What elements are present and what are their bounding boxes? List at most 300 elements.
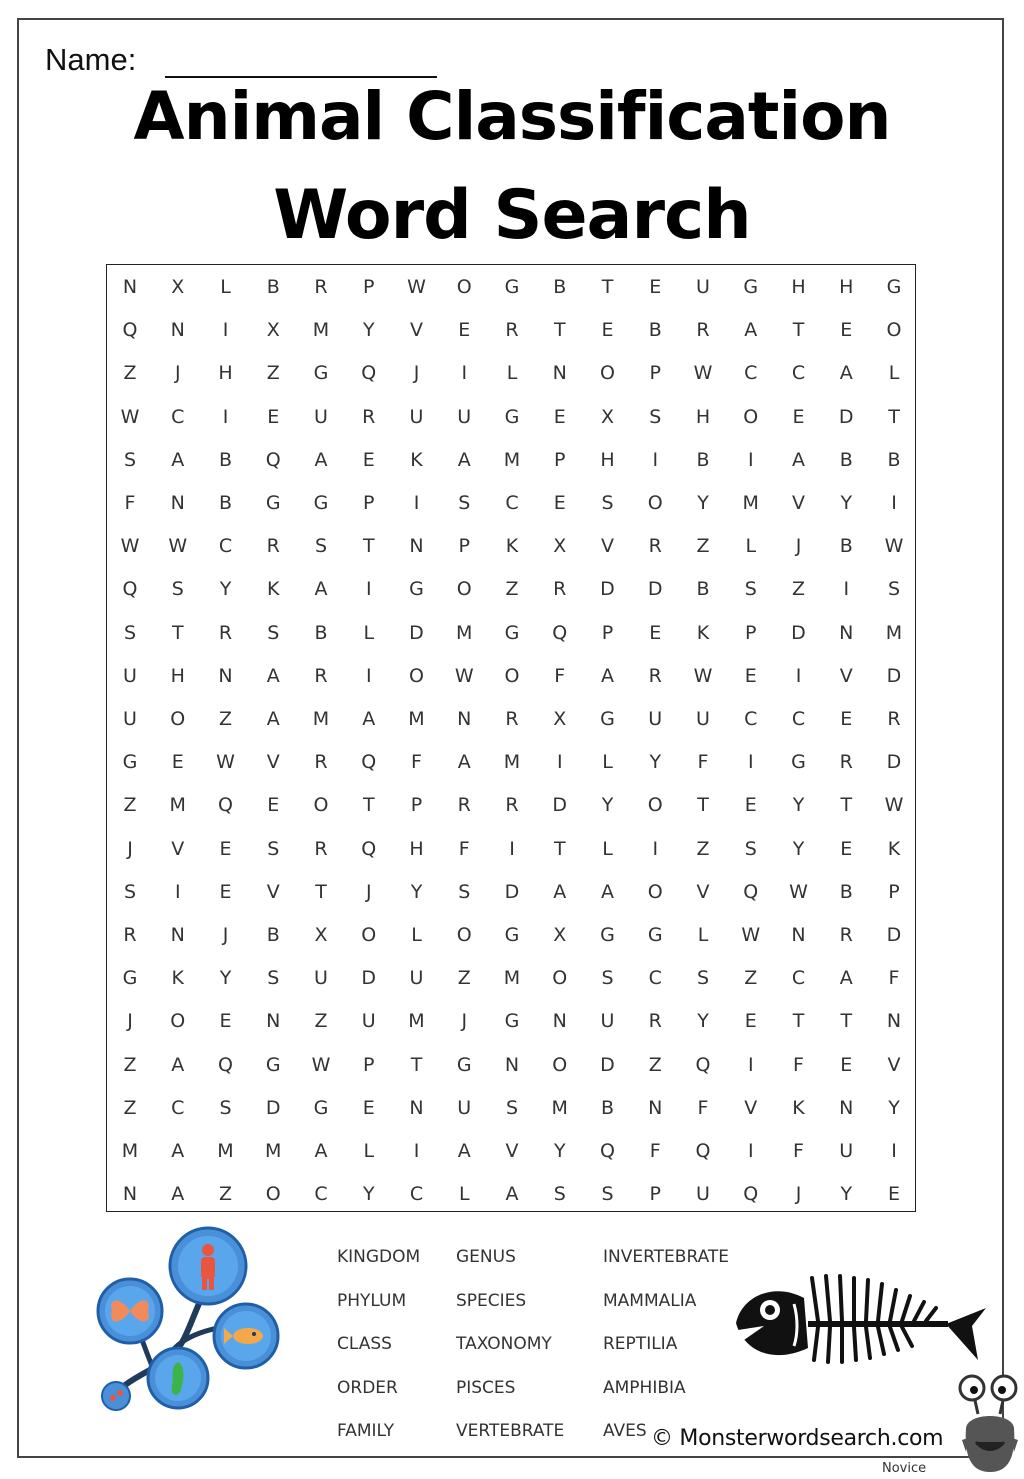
grid-letter[interactable]: J (174, 362, 181, 385)
grid-letter[interactable]: A (601, 664, 614, 687)
grid-letter[interactable]: T (171, 621, 184, 644)
grid-letter[interactable]: D (600, 578, 615, 601)
grid-letter[interactable]: G (265, 1053, 281, 1076)
grid-letter[interactable]: K (410, 448, 423, 471)
grid-letter[interactable]: H (839, 276, 854, 298)
grid-letter[interactable]: A (601, 880, 614, 903)
grid-letter[interactable]: G (122, 751, 138, 774)
grid-letter[interactable]: P (888, 880, 900, 903)
grid-letter[interactable]: Q (361, 362, 377, 385)
grid-letter[interactable]: G (456, 1053, 472, 1076)
grid-letter[interactable]: R (839, 751, 853, 774)
grid-letter[interactable]: D (504, 880, 520, 903)
grid-letter[interactable]: G (647, 924, 663, 946)
grid-letter[interactable]: E (744, 664, 757, 687)
grid-letter[interactable]: Z (123, 794, 137, 817)
grid-letter[interactable]: P (410, 794, 423, 817)
grid-letter[interactable]: O (552, 967, 568, 990)
grid-letter[interactable]: L (458, 1183, 470, 1206)
grid-letter[interactable]: E (267, 794, 280, 817)
grid-letter[interactable]: N (170, 924, 185, 946)
grid-letter[interactable]: M (265, 1140, 282, 1162)
grid-letter[interactable]: W (407, 276, 426, 298)
grid-letter[interactable]: F (554, 664, 566, 687)
grid-letter[interactable]: L (363, 1140, 375, 1162)
grid-letter[interactable]: Z (505, 578, 519, 601)
grid-letter[interactable]: Z (266, 362, 280, 385)
grid-letter[interactable]: D (600, 1053, 615, 1076)
grid-letter[interactable]: K (792, 1096, 805, 1119)
grid-letter[interactable]: O (647, 880, 663, 903)
grid-letter[interactable]: W (741, 924, 761, 946)
grid-letter[interactable]: B (696, 448, 710, 471)
grid-letter[interactable]: L (602, 837, 613, 860)
grid-letter[interactable]: I (747, 448, 754, 471)
grid-letter[interactable]: F (697, 1096, 709, 1119)
grid-letter[interactable]: A (457, 751, 471, 774)
grid-letter[interactable]: Y (553, 1140, 566, 1162)
grid-letter[interactable]: A (266, 708, 280, 730)
grid-letter[interactable]: W (884, 794, 904, 817)
grid-letter[interactable]: T (410, 1053, 423, 1076)
grid-letter[interactable]: G (265, 492, 281, 514)
grid-letter[interactable]: T (553, 319, 566, 342)
grid-letter[interactable]: I (509, 837, 515, 860)
grid-letter[interactable]: U (696, 708, 710, 730)
grid-letter[interactable]: E (601, 319, 614, 342)
grid-letter[interactable]: R (123, 924, 137, 946)
grid-letter[interactable]: J (795, 535, 802, 558)
grid-letter[interactable]: U (696, 276, 710, 298)
grid-letter[interactable]: J (127, 837, 133, 860)
grid-letter[interactable]: P (554, 448, 566, 471)
grid-letter[interactable]: F (458, 837, 470, 860)
grid-letter[interactable]: M (456, 621, 473, 644)
grid-letter[interactable]: J (127, 1010, 133, 1033)
grid-letter[interactable]: I (747, 1053, 754, 1076)
grid-letter[interactable]: C (314, 1183, 328, 1206)
grid-letter[interactable]: B (218, 448, 233, 471)
grid-letter[interactable]: Z (457, 967, 471, 990)
grid-letter[interactable]: X (553, 708, 567, 730)
grid-letter[interactable]: I (652, 837, 659, 860)
grid-letter[interactable]: M (742, 492, 759, 514)
grid-letter[interactable]: M (503, 967, 521, 990)
grid-letter[interactable]: O (170, 708, 186, 730)
grid-letter[interactable]: A (839, 967, 853, 990)
grid-letter[interactable]: I (222, 319, 229, 342)
grid-letter[interactable]: Z (218, 1183, 233, 1206)
grid-letter[interactable]: I (413, 492, 420, 514)
grid-letter[interactable]: S (744, 837, 757, 860)
grid-letter[interactable]: E (840, 1053, 853, 1076)
grid-letter[interactable]: P (601, 621, 614, 644)
grid-letter[interactable]: Q (122, 319, 138, 342)
grid-letter[interactable]: I (843, 578, 850, 601)
grid-letter[interactable]: S (267, 967, 280, 990)
grid-letter[interactable]: W (216, 751, 235, 774)
grid-letter[interactable]: C (505, 492, 519, 514)
grid-letter[interactable]: N (409, 535, 424, 558)
grid-letter[interactable]: A (792, 448, 805, 471)
grid-letter[interactable]: G (600, 708, 615, 730)
grid-letter[interactable]: Q (361, 837, 377, 860)
grid-letter[interactable]: U (839, 1140, 854, 1162)
grid-letter[interactable]: S (458, 492, 471, 514)
grid-letter[interactable]: J (795, 1183, 802, 1206)
grid-letter[interactable]: V (410, 319, 423, 342)
grid-letter[interactable]: E (887, 1183, 900, 1206)
grid-letter[interactable]: M (312, 319, 330, 342)
grid-letter[interactable]: W (789, 880, 808, 903)
grid-letter[interactable]: M (551, 1096, 568, 1119)
grid-letter[interactable]: N (170, 492, 185, 514)
grid-letter[interactable]: S (553, 1183, 566, 1206)
grid-letter[interactable]: N (122, 276, 138, 298)
grid-letter[interactable]: I (747, 1140, 754, 1162)
grid-letter[interactable]: N (457, 708, 472, 730)
grid-letter[interactable]: E (840, 319, 853, 342)
grid-letter[interactable]: N (266, 1010, 281, 1033)
grid-letter[interactable]: S (123, 880, 137, 903)
grid-letter[interactable]: U (600, 1010, 615, 1033)
grid-letter[interactable]: N (409, 1096, 424, 1119)
grid-letter[interactable]: A (314, 448, 328, 471)
grid-letter[interactable]: T (601, 276, 614, 298)
grid-letter[interactable]: R (314, 751, 328, 774)
grid-letter[interactable]: H (409, 837, 424, 860)
grid-letter[interactable]: U (409, 405, 424, 428)
grid-letter[interactable]: V (266, 880, 280, 903)
grid-letter[interactable]: O (409, 664, 424, 687)
grid-letter[interactable]: M (121, 1140, 139, 1162)
grid-letter[interactable]: R (218, 621, 233, 644)
grid-letter[interactable]: Q (218, 1053, 233, 1076)
grid-letter[interactable]: Y (792, 837, 805, 860)
grid-letter[interactable]: R (553, 578, 567, 601)
grid-letter[interactable]: T (792, 1010, 805, 1033)
grid-letter[interactable]: C (171, 405, 185, 428)
grid-letter[interactable]: I (795, 664, 802, 687)
grid-letter[interactable]: R (314, 664, 328, 687)
grid-letter[interactable]: D (361, 967, 377, 990)
grid-letter[interactable]: U (696, 1183, 710, 1206)
grid-letter[interactable]: A (839, 362, 853, 385)
grid-letter[interactable]: G (504, 621, 520, 644)
grid-letter[interactable]: L (506, 362, 518, 385)
grid-letter[interactable]: T (697, 794, 709, 817)
grid-letter[interactable]: E (171, 751, 184, 774)
grid-letter[interactable]: N (839, 1096, 854, 1119)
grid-letter[interactable]: G (886, 276, 902, 298)
grid-letter[interactable]: W (884, 535, 904, 558)
grid-letter[interactable]: E (744, 794, 757, 817)
grid-letter[interactable]: Y (219, 967, 232, 990)
grid-letter[interactable]: U (648, 708, 663, 730)
grid-letter[interactable]: L (411, 924, 422, 946)
grid-letter[interactable]: G (504, 924, 520, 946)
grid-letter[interactable]: U (457, 405, 472, 428)
grid-letter[interactable]: A (505, 1183, 519, 1206)
grid-letter[interactable]: O (456, 578, 472, 601)
grid-letter[interactable]: D (886, 924, 902, 946)
grid-letter[interactable]: V (696, 880, 710, 903)
grid-letter[interactable]: N (648, 1096, 663, 1119)
grid-letter[interactable]: W (454, 664, 474, 687)
grid-letter[interactable]: O (552, 1053, 568, 1076)
grid-letter[interactable]: H (695, 405, 711, 428)
grid-letter[interactable]: Q (122, 578, 138, 601)
grid-letter[interactable]: T (362, 794, 375, 817)
grid-letter[interactable]: K (505, 535, 519, 558)
grid-letter[interactable]: E (840, 837, 853, 860)
grid-letter[interactable]: X (553, 924, 567, 946)
grid-letter[interactable]: O (600, 362, 615, 385)
grid-letter[interactable]: O (265, 1183, 281, 1206)
grid-letter[interactable]: E (840, 708, 853, 730)
grid-letter[interactable]: C (791, 708, 806, 730)
grid-letter[interactable]: G (313, 492, 329, 514)
grid-letter[interactable]: W (693, 664, 713, 687)
grid-letter[interactable]: Z (696, 837, 710, 860)
grid-letter[interactable]: O (504, 664, 520, 687)
grid-letter[interactable]: V (744, 1096, 758, 1119)
grid-letter[interactable]: A (314, 578, 328, 601)
grid-letter[interactable]: W (693, 362, 713, 385)
grid-letter[interactable]: Z (314, 1010, 328, 1033)
grid-letter[interactable]: V (792, 492, 805, 514)
grid-letter[interactable]: P (649, 1183, 661, 1206)
grid-letter[interactable]: P (649, 362, 661, 385)
grid-letter[interactable]: G (313, 1096, 329, 1119)
grid-letter[interactable]: W (311, 1053, 331, 1076)
grid-letter[interactable]: Y (649, 751, 662, 774)
grid-letter[interactable]: N (839, 621, 854, 644)
grid-letter[interactable]: S (887, 578, 901, 601)
grid-letter[interactable]: F (411, 751, 422, 774)
grid-letter[interactable]: G (600, 924, 615, 946)
grid-letter[interactable]: N (504, 1053, 520, 1076)
grid-letter[interactable]: Z (648, 1053, 662, 1076)
grid-letter[interactable]: S (696, 967, 710, 990)
grid-letter[interactable]: U (123, 664, 137, 687)
grid-letter[interactable]: X (171, 276, 185, 298)
grid-letter[interactable]: D (886, 751, 902, 774)
grid-letter[interactable]: E (553, 405, 566, 428)
grid-letter[interactable]: O (647, 794, 663, 817)
grid-letter[interactable]: M (408, 708, 425, 730)
grid-letter[interactable]: C (648, 967, 662, 990)
grid-letter[interactable]: C (218, 535, 233, 558)
grid-letter[interactable]: E (267, 405, 280, 428)
grid-letter[interactable]: F (649, 1140, 661, 1162)
grid-letter[interactable]: S (601, 1183, 614, 1206)
grid-letter[interactable]: V (171, 837, 185, 860)
grid-letter[interactable]: E (362, 448, 375, 471)
grid-letter[interactable]: V (887, 1053, 901, 1076)
grid-letter[interactable]: N (170, 319, 185, 342)
grid-letter[interactable]: T (792, 319, 805, 342)
grid-letter[interactable]: X (266, 319, 280, 342)
grid-letter[interactable]: H (170, 664, 185, 687)
grid-letter[interactable]: Y (362, 1183, 375, 1206)
grid-letter[interactable]: R (457, 794, 471, 817)
grid-letter[interactable]: Q (218, 794, 233, 817)
grid-letter[interactable]: C (791, 967, 806, 990)
grid-letter[interactable]: H (791, 276, 806, 298)
grid-letter[interactable]: I (652, 448, 659, 471)
grid-letter[interactable]: O (647, 492, 663, 514)
grid-letter[interactable]: A (171, 1140, 185, 1162)
grid-letter[interactable]: R (266, 535, 280, 558)
grid-letter[interactable]: O (743, 405, 759, 428)
grid-letter[interactable]: I (365, 578, 372, 601)
grid-letter[interactable]: S (123, 621, 137, 644)
grid-letter[interactable]: I (222, 405, 229, 428)
grid-letter[interactable]: E (219, 1010, 232, 1033)
grid-letter[interactable]: K (887, 837, 901, 860)
grid-letter[interactable]: U (123, 708, 137, 730)
grid-letter[interactable]: Y (888, 1096, 900, 1119)
grid-letter[interactable]: U (361, 1010, 376, 1033)
grid-letter[interactable]: D (265, 1096, 281, 1119)
grid-letter[interactable]: U (314, 967, 328, 990)
grid-letter[interactable]: F (793, 1053, 804, 1076)
grid-letter[interactable]: R (505, 794, 519, 817)
grid-letter[interactable]: B (266, 924, 280, 946)
grid-letter[interactable]: D (838, 405, 854, 428)
grid-letter[interactable]: Q (743, 880, 759, 903)
grid-letter[interactable]: N (122, 1183, 138, 1206)
grid-letter[interactable]: T (840, 794, 853, 817)
grid-letter[interactable]: L (602, 751, 613, 774)
grid-letter[interactable]: Q (552, 621, 568, 644)
grid-letter[interactable]: C (744, 362, 758, 385)
grid-letter[interactable]: O (456, 276, 472, 298)
grid-letter[interactable]: J (461, 1010, 468, 1033)
grid-letter[interactable]: N (552, 362, 567, 385)
grid-letter[interactable]: G (504, 405, 520, 428)
grid-letter[interactable]: S (601, 967, 614, 990)
grid-letter[interactable]: O (886, 319, 902, 342)
grid-letter[interactable]: V (601, 535, 614, 558)
grid-letter[interactable]: A (457, 448, 471, 471)
grid-letter[interactable]: J (413, 362, 420, 385)
grid-letter[interactable]: R (839, 924, 853, 946)
grid-letter[interactable]: Q (265, 448, 281, 471)
grid-letter[interactable]: G (504, 1010, 520, 1033)
grid-letter[interactable]: A (266, 664, 280, 687)
grid-letter[interactable]: N (886, 1010, 902, 1033)
grid-letter[interactable]: I (891, 1140, 897, 1162)
grid-letter[interactable]: D (647, 578, 663, 601)
grid-letter[interactable]: S (505, 1096, 519, 1119)
grid-letter[interactable]: B (696, 578, 710, 601)
grid-letter[interactable]: D (886, 664, 902, 687)
grid-letter[interactable]: Q (695, 1140, 711, 1162)
grid-letter[interactable]: K (171, 967, 184, 990)
grid-letter[interactable]: J (222, 924, 229, 946)
grid-letter[interactable]: S (601, 492, 614, 514)
grid-letter[interactable]: O (313, 794, 329, 817)
grid-letter[interactable]: S (267, 837, 280, 860)
grid-letter[interactable]: W (120, 535, 140, 558)
grid-letter[interactable]: T (362, 535, 375, 558)
grid-letter[interactable]: M (312, 708, 330, 730)
grid-letter[interactable]: S (458, 880, 471, 903)
grid-letter[interactable]: A (362, 708, 376, 730)
grid-letter[interactable]: Y (840, 492, 853, 514)
grid-letter[interactable]: N (791, 924, 806, 946)
grid-letter[interactable]: V (266, 751, 280, 774)
grid-letter[interactable]: Q (695, 1053, 711, 1076)
grid-letter[interactable]: A (171, 1053, 185, 1076)
grid-letter[interactable]: R (648, 535, 662, 558)
grid-letter[interactable]: Y (792, 794, 805, 817)
grid-letter[interactable]: R (696, 319, 710, 342)
grid-letter[interactable]: F (888, 967, 900, 990)
grid-letter[interactable]: Y (410, 880, 423, 903)
grid-letter[interactable]: Y (697, 492, 709, 514)
grid-letter[interactable]: P (458, 535, 470, 558)
grid-letter[interactable]: A (171, 1183, 185, 1206)
grid-letter[interactable]: S (171, 578, 184, 601)
grid-letter[interactable]: E (553, 492, 566, 514)
grid-letter[interactable]: A (553, 880, 567, 903)
grid-letter[interactable]: Z (218, 708, 233, 730)
grid-letter[interactable]: W (168, 535, 188, 558)
grid-letter[interactable]: F (124, 492, 136, 514)
grid-letter[interactable]: B (648, 319, 662, 342)
grid-letter[interactable]: M (503, 448, 521, 471)
grid-letter[interactable]: P (363, 492, 375, 514)
grid-letter[interactable]: E (219, 880, 232, 903)
grid-letter[interactable]: B (887, 448, 901, 471)
grid-letter[interactable]: Q (361, 751, 377, 774)
grid-letter[interactable]: R (505, 708, 519, 730)
grid-letter[interactable]: L (888, 362, 900, 385)
grid-letter[interactable]: Y (697, 1010, 709, 1033)
grid-letter[interactable]: F (793, 1140, 804, 1162)
grid-letter[interactable]: K (696, 621, 710, 644)
grid-letter[interactable]: A (171, 448, 185, 471)
grid-letter[interactable]: G (409, 578, 424, 601)
grid-letter[interactable]: P (363, 276, 375, 298)
grid-letter[interactable]: R (887, 708, 901, 730)
grid-letter[interactable]: V (505, 1140, 519, 1162)
grid-letter[interactable]: L (697, 924, 709, 946)
grid-letter[interactable]: G (504, 276, 520, 298)
grid-letter[interactable]: S (123, 448, 137, 471)
grid-letter[interactable]: B (600, 1096, 615, 1119)
grid-letter[interactable]: Y (219, 578, 232, 601)
grid-letter[interactable]: P (363, 1053, 375, 1076)
grid-letter[interactable]: B (839, 880, 853, 903)
grid-letter[interactable]: C (171, 1096, 185, 1119)
grid-letter[interactable]: R (505, 319, 519, 342)
grid-letter[interactable]: H (600, 448, 615, 471)
grid-letter[interactable]: H (218, 362, 233, 385)
grid-letter[interactable]: Q (600, 1140, 615, 1162)
grid-letter[interactable]: T (553, 837, 566, 860)
grid-letter[interactable]: G (313, 362, 329, 385)
grid-letter[interactable]: Z (744, 967, 758, 990)
grid-letter[interactable]: V (839, 664, 853, 687)
grid-letter[interactable]: T (315, 880, 327, 903)
grid-letter[interactable]: B (314, 621, 328, 644)
grid-letter[interactable]: T (888, 405, 900, 428)
grid-letter[interactable]: B (266, 276, 280, 298)
